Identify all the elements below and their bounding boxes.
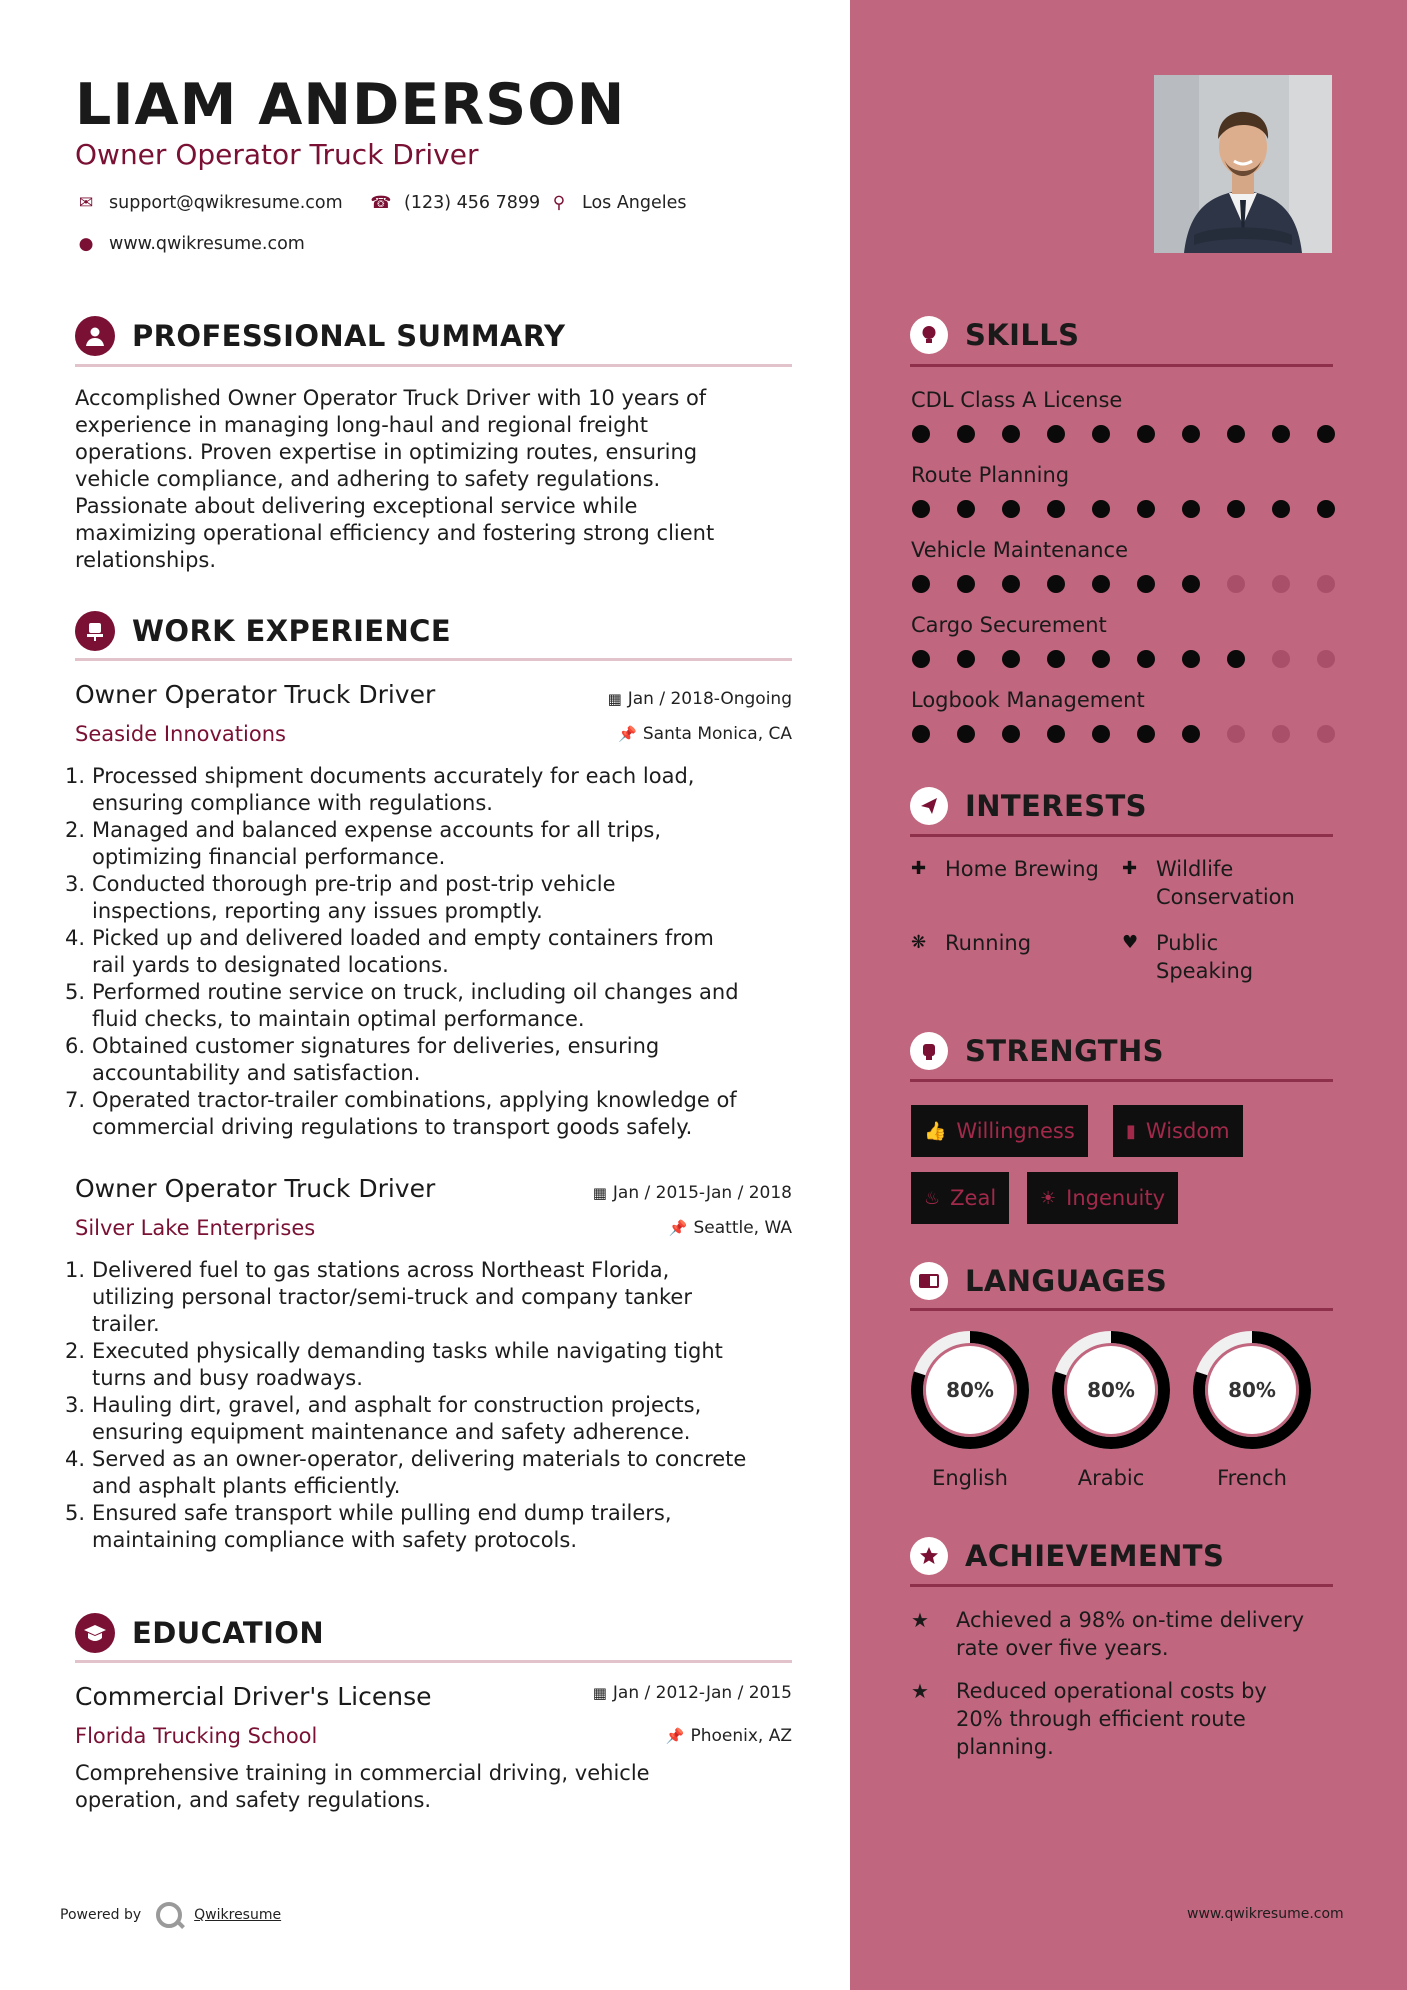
item-line: Processed shipment documents accurately for each load, [92,764,695,788]
star-badge-icon [910,1537,948,1575]
job-location [618,724,792,744]
skill-dot-empty [1227,575,1245,593]
phone-text: (123) 456 7899 [404,193,541,213]
language-ring [1049,1328,1173,1452]
profile-photo [1154,75,1332,253]
item-line: Ensured safe transport while pulling end dump trailers, [92,1501,672,1525]
edu-location-text: Phoenix, AZ [690,1726,792,1746]
summary-line: Accomplished Owner Operator Truck Driver with 10 years of [75,386,707,410]
skill-dot-filled [1227,500,1245,518]
powered-by-text: Powered by [60,1907,142,1923]
skill-dot-filled [1002,650,1020,668]
item-line: optimizing financial performance. [92,845,446,869]
item-number: 2. [65,818,86,842]
summary-line: vehicle compliance, and adhering to safety regulations. [75,467,661,491]
interest-label: Conservation [1156,885,1295,909]
item-line: Picked up and delivered loaded and empty containers from [92,926,714,950]
item-line: turns and busy roadways. [92,1366,363,1390]
lightbulb-icon [910,316,948,354]
skill-dot-filled [957,725,975,743]
brand-link[interactable]: Qwikresume [194,1907,282,1923]
item-line: Managed and balanced expense accounts for all trips, [92,818,662,842]
strength-tag [1027,1172,1178,1224]
item-number: 3. [65,872,86,896]
skill-dot-filled [1092,650,1110,668]
summary-divider [75,364,792,367]
pin-icon: 📌 [665,1727,685,1745]
phone-icon: ☎ [370,193,392,213]
list-item [65,1446,795,1500]
job-date [593,1183,792,1203]
degree-title: Commercial Driver's License [75,1682,432,1711]
skill-name: Vehicle Maintenance [911,538,1129,562]
puzzle-icon: ✚ [911,858,927,879]
skill-rating [912,500,1335,518]
candidate-name: LIAM ANDERSON [75,72,626,138]
interest-label: Running [945,931,1032,955]
item-number: 4. [65,926,86,950]
skill-dot-filled [1002,425,1020,443]
skill-dot-filled [1047,425,1065,443]
pin-icon: 📌 [668,1219,688,1237]
language-percent: 80% [1228,1378,1276,1402]
achievement-line: Achieved a 98% on-time delivery [956,1608,1305,1632]
item-line: rail yards to designated locations. [92,953,449,977]
calendar-icon: ▦ [592,1184,607,1202]
skill-dot-filled [1002,500,1020,518]
skill-rating [912,725,1335,743]
item-line: fluid checks, to maintain optimal performance. [92,1007,585,1031]
interest-label: Wildlife [1156,857,1234,881]
lightbulb-icon: ☀ [1040,1187,1057,1209]
item-number: 1. [65,1258,86,1282]
graduation-cap-icon [75,1613,115,1653]
skill-dot-filled [1137,725,1155,743]
paw-icon: ❋ [911,932,927,953]
job-location-text: Seattle, WA [693,1218,792,1238]
job-duties [65,763,795,1141]
interests-heading [910,787,1147,825]
list-item [65,817,795,871]
skill-dot-filled [1182,725,1200,743]
job-date-text: Jan / 2015-Jan / 2018 [612,1183,792,1203]
job-title: Owner Operator Truck Driver [75,1174,436,1203]
item-line: Served as an owner-operator, delivering materials to concrete [92,1447,747,1471]
summary-title: PROFESSIONAL SUMMARY [132,319,566,353]
skill-rating [912,425,1335,443]
interest-label: Home Brewing [945,857,1099,881]
skills-title: SKILLS [965,318,1080,352]
job-location-text: Santa Monica, CA [642,724,792,744]
summary-heading [75,316,565,356]
footer-website[interactable]: www.qwikresume.com [1187,1906,1344,1922]
education-description [75,1760,780,1814]
skill-dot-empty [1272,650,1290,668]
school-name: Florida Trucking School [75,1724,318,1748]
interest-item [911,929,1031,957]
summary-line: experience in managing long-haul and regional freight [75,413,648,437]
item-line: Hauling dirt, gravel, and asphalt for construction projects, [92,1393,702,1417]
item-number: 5. [65,980,86,1004]
list-item [65,1338,795,1392]
skill-dot-empty [1272,725,1290,743]
item-line: utilizing personal tractor/semi-truck and company tanker [92,1285,692,1309]
star-icon: ★ [911,1608,929,1632]
list-item [65,1500,795,1554]
interest-item [911,855,1099,883]
skill-dot-filled [1092,425,1110,443]
skill-dot-filled [1317,425,1335,443]
item-number: 7. [65,1088,86,1112]
edu-date [593,1683,792,1703]
job-company: Seaside Innovations [75,722,286,746]
skill-dot-filled [912,500,930,518]
strength-tag [1113,1105,1243,1157]
education-divider [75,1660,792,1663]
item-line: maintaining compliance with safety protocols. [92,1528,577,1552]
education-title: EDUCATION [132,1616,325,1650]
achievement-line: rate over five years. [956,1636,1169,1660]
skill-rating [912,575,1335,593]
strength-tag [911,1105,1088,1157]
skill-dot-filled [1182,575,1200,593]
achievements-divider [910,1584,1333,1587]
summary-text [75,385,780,574]
item-line: commercial driving regulations to transport goods safely. [92,1115,693,1139]
skill-dot-filled [1227,425,1245,443]
job-date-text: Jan / 2018-Ongoing [627,689,792,709]
skill-dot-filled [912,650,930,668]
item-line: Conducted thorough pre-trip and post-trip vehicle [92,872,616,896]
strength-label: Willingness [956,1119,1075,1143]
website-contact[interactable] [75,234,305,254]
map-marker-icon: ⚲ [552,193,566,213]
job-company: Silver Lake Enterprises [75,1216,316,1240]
interest-label: Speaking [1156,959,1254,983]
achievement-line: planning. [956,1735,1054,1759]
phone-contact [370,193,540,213]
skill-dot-filled [1137,650,1155,668]
pin-icon: 📌 [618,725,637,743]
languages-title: LANGUAGES [965,1264,1168,1298]
item-number: 5. [65,1501,86,1525]
list-item [65,763,795,817]
item-line: Operated tractor-trailer combinations, applying knowledge of [92,1088,737,1112]
language-ring [908,1328,1032,1452]
skill-dot-filled [957,650,975,668]
edu-location [666,1726,792,1746]
skill-dot-filled [1047,725,1065,743]
education-heading [75,1613,324,1653]
thumbs-up-icon: 👍 [924,1120,947,1142]
skill-name: Logbook Management [911,688,1145,712]
skill-dot-filled [1182,500,1200,518]
skill-rating [912,650,1335,668]
item-line: trailer. [92,1312,160,1336]
skill-dot-filled [1182,650,1200,668]
skill-dot-filled [912,725,930,743]
skill-dot-filled [1092,575,1110,593]
list-item [65,1033,795,1087]
summary-line: maximizing operational efficiency and fostering strong client [75,521,715,545]
list-item [65,979,795,1033]
job-location [669,1218,792,1238]
language-name: English [932,1466,1008,1490]
strengths-divider [910,1079,1333,1082]
skill-dot-filled [957,500,975,518]
skill-dot-filled [912,425,930,443]
achievement-line: Reduced operational costs by [956,1679,1267,1703]
item-line: and asphalt plants efficiently. [92,1474,401,1498]
star-icon: ★ [911,1679,929,1703]
summary-line: relationships. [75,548,217,572]
education-line: operation, and safety regulations. [75,1788,432,1812]
interests-divider [910,834,1333,837]
envelope-icon: ✉ [78,193,94,213]
skill-dot-filled [1317,500,1335,518]
skill-name: Cargo Securement [911,613,1107,637]
language-name: French [1217,1466,1287,1490]
strengths-heading [910,1032,1164,1070]
skill-dot-filled [1092,725,1110,743]
strengths-title: STRENGTHS [965,1034,1164,1068]
item-number: 6. [65,1034,86,1058]
skill-dot-filled [1137,425,1155,443]
skill-dot-filled [1047,650,1065,668]
list-item [65,925,795,979]
language-percent: 80% [1087,1378,1135,1402]
powered-by [60,1902,281,1928]
skill-dot-filled [1047,575,1065,593]
skill-name: CDL Class A License [911,388,1123,412]
location-contact [548,193,687,213]
skill-dot-filled [1002,725,1020,743]
skill-name: Route Planning [911,463,1070,487]
calendar-icon: ▦ [592,1684,607,1702]
education-line: Comprehensive training in commercial driving, vehicle [75,1761,650,1785]
skills-heading [910,316,1079,354]
interests-title: INTERESTS [965,789,1147,823]
achievement-line: 20% through efficient route [956,1707,1246,1731]
item-line: inspections, reporting any issues promptly. [92,899,543,923]
calendar-icon: ▦ [607,690,622,708]
interest-item [1122,929,1253,985]
list-item [65,871,795,925]
fire-icon: ♨ [924,1187,941,1209]
item-line: Delivered fuel to gas stations across Northeast Florida, [92,1258,670,1282]
item-number: 2. [65,1339,86,1363]
list-item [65,1257,795,1338]
skill-dot-empty [1272,575,1290,593]
item-line: Obtained customer signatures for deliveries, ensuring [92,1034,660,1058]
item-line: Performed routine service on truck, including oil changes and [92,980,739,1004]
language-icon [910,1262,948,1300]
user-icon [75,316,115,356]
skill-dot-filled [957,425,975,443]
strength-tag [911,1172,1009,1224]
language-ring [1190,1328,1314,1452]
globe-icon: ● [78,234,94,254]
skill-dot-empty [1317,725,1335,743]
skill-dot-filled [1227,650,1245,668]
skill-dot-empty [1317,575,1335,593]
job-date [608,689,792,709]
skills-divider [910,364,1333,367]
skill-dot-filled [1137,575,1155,593]
edu-date-text: Jan / 2012-Jan / 2015 [612,1683,792,1703]
strength-label: Wisdom [1145,1119,1230,1143]
heartbeat-icon: ♥ [1122,932,1139,953]
briefcase-icon [75,611,115,651]
achievement-item [911,1606,1304,1662]
list-item [65,1392,795,1446]
languages-heading [910,1262,1167,1300]
skill-dot-empty [1227,725,1245,743]
skill-dot-empty [1317,650,1335,668]
summary-line: Passionate about delivering exceptional service while [75,494,638,518]
skill-dot-filled [1047,500,1065,518]
summary-line: operations. Proven expertise in optimizing routes, ensuring [75,440,698,464]
fist-icon [910,1032,948,1070]
achievements-title: ACHIEVEMENTS [965,1539,1225,1573]
qwikresume-logo-icon [156,1902,182,1928]
skill-dot-filled [957,575,975,593]
puzzle-icon: ✚ [1122,858,1138,879]
skill-dot-filled [1272,500,1290,518]
skill-dot-filled [1272,425,1290,443]
job-title: Owner Operator Truck Driver [75,680,436,709]
book-icon: ▮ [1126,1120,1136,1142]
item-line: ensuring equipment maintenance and safety adherence. [92,1420,691,1444]
item-number: 4. [65,1447,86,1471]
strength-label: Ingenuity [1066,1186,1166,1210]
experience-divider [75,658,792,661]
skill-dot-filled [1002,575,1020,593]
languages-divider [910,1308,1333,1311]
website-text: www.qwikresume.com [109,234,305,254]
skill-dot-filled [912,575,930,593]
item-line: ensuring compliance with regulations. [92,791,493,815]
experience-title: WORK EXPERIENCE [132,614,452,648]
language-percent: 80% [946,1378,994,1402]
achievements-heading [910,1537,1224,1575]
job-duties [65,1257,795,1554]
strength-label: Zeal [950,1186,997,1210]
candidate-role: Owner Operator Truck Driver [75,138,479,171]
experience-heading [75,611,451,651]
language-name: Arabic [1077,1466,1145,1490]
item-number: 3. [65,1393,86,1417]
interest-label: Public [1156,931,1219,955]
email-contact[interactable] [75,193,343,213]
skill-dot-filled [1182,425,1200,443]
list-item [65,1087,795,1141]
item-number: 1. [65,764,86,788]
paper-plane-icon [910,787,948,825]
achievement-item [911,1677,1267,1761]
skill-dot-filled [1137,500,1155,518]
location-text: Los Angeles [582,193,687,213]
item-line: Executed physically demanding tasks while navigating tight [92,1339,723,1363]
item-line: accountability and satisfaction. [92,1061,421,1085]
interest-item [1122,855,1295,911]
skill-dot-filled [1092,500,1110,518]
email-text: support@qwikresume.com [109,193,343,213]
